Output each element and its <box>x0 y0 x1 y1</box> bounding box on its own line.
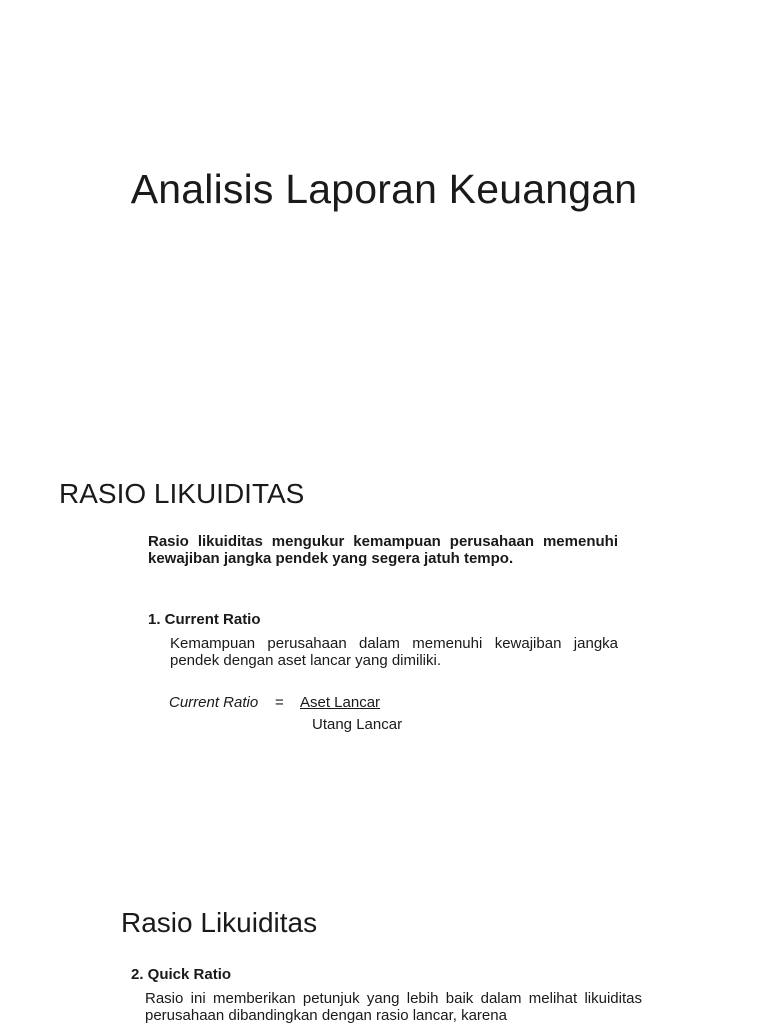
current-ratio-heading: 1. Current Ratio <box>148 611 261 628</box>
slide-3 <box>0 864 768 1024</box>
slide-1 <box>0 0 768 432</box>
formula-label: Current Ratio <box>169 694 259 711</box>
quick-ratio-description: Rasio ini memberikan petunjuk yang lebih baik dalam melihat likuiditas perusahaan dibandingkan dengan rasio lancar, karena <box>145 990 642 1024</box>
current-ratio-formula <box>169 694 469 738</box>
current-ratio-description: Kemampuan perusahaan dalam memenuhi kewajiban jangka pendek dengan aset lancar yang dimiliki. <box>170 635 618 669</box>
page-title: Analisis Laporan Keuangan <box>130 166 638 212</box>
formula-numerator: Aset Lancar <box>300 694 381 711</box>
section-title: RASIO LIKUIDITAS <box>59 478 305 509</box>
quick-ratio-heading: 2. Quick Ratio <box>131 966 232 983</box>
formula-equals: = <box>275 694 284 711</box>
slide-2 <box>0 432 768 864</box>
formula-denominator: Utang Lancar <box>312 716 403 733</box>
section-title: Rasio Likuiditas <box>121 907 318 938</box>
intro-paragraph: Rasio likuiditas mengukur kemampuan perusahaan memenuhi kewajiban jangka pendek yang segera jatuh tempo. <box>148 533 618 567</box>
